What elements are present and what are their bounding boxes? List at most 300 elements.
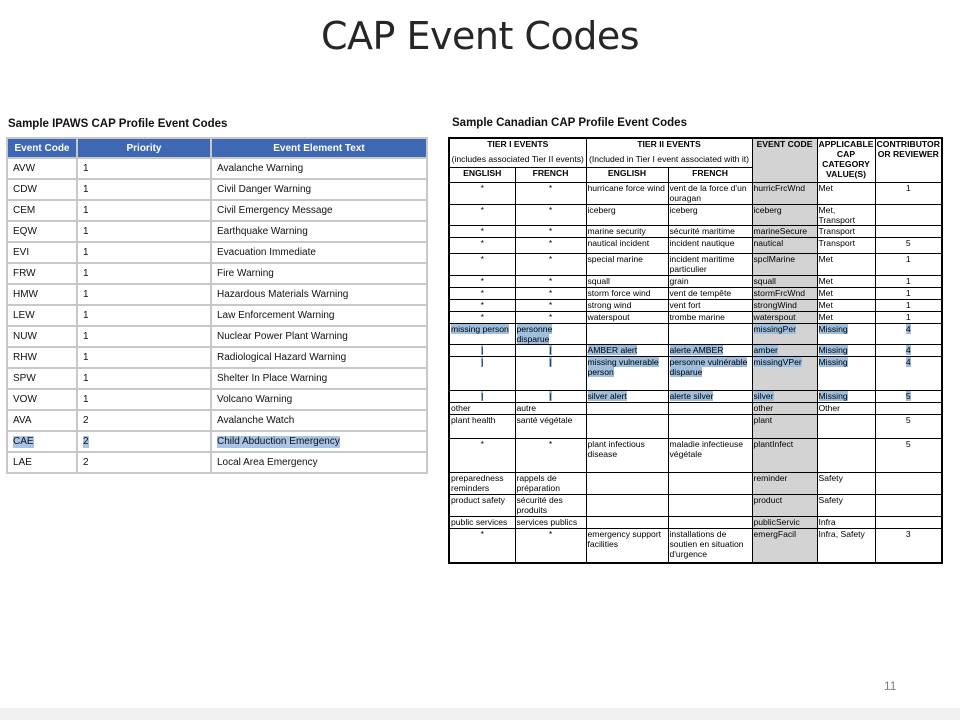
contributor-cell [875, 276, 942, 288]
tier1-french-text: autre [516, 403, 537, 413]
event-code-text: stormFrcWnd [753, 288, 806, 298]
tier2-english-cell [586, 357, 668, 391]
tier2-french-text: vent de la force d'un ouragan [669, 183, 747, 203]
event-code-cell [752, 205, 817, 226]
footer-band [0, 708, 960, 720]
tier1-note: (includes associated Tier II events) [451, 154, 584, 164]
priority-cell [77, 431, 211, 452]
canadian-table-row [449, 205, 942, 226]
event-code-cell [752, 312, 817, 324]
tier1-english-text: * [480, 288, 484, 298]
ipaws-table-row [7, 263, 427, 284]
tier1-french-text: * [548, 276, 553, 286]
tier1-french-cell [515, 312, 586, 324]
event-text-text: Civil Danger Warning [217, 184, 312, 195]
tier2-french-text: installations de soutien en situation d'urgence [669, 529, 744, 559]
event-text-text: Child Abduction Emergency [217, 435, 340, 447]
category-cell [817, 254, 875, 276]
tier2-french-cell [668, 473, 752, 495]
category-cell [817, 415, 875, 439]
tier2-english-text: silver alert [587, 391, 627, 401]
tier1-english-text: * [480, 226, 484, 236]
tier2-french-header: FRENCH [668, 168, 752, 183]
category-text: Met [818, 312, 833, 322]
event-text-text: Volcano Warning [217, 394, 293, 405]
ipaws-heading: Sample IPAWS CAP Profile Event Codes [8, 118, 228, 130]
event-code-text: VOW [13, 394, 37, 405]
event-code-cell [752, 288, 817, 300]
event-code-text: iceberg [753, 205, 782, 215]
contributor-cell [875, 324, 942, 345]
event-code-cell [752, 439, 817, 473]
tier1-english-cell [449, 288, 515, 300]
tier1-french-cell [515, 324, 586, 345]
tier1-french-cell [515, 403, 586, 415]
tier1-french-text: santé végétale [516, 415, 573, 425]
contributor-cell [875, 205, 942, 226]
tier1-english-text: | [481, 357, 484, 367]
tier2-english-cell [586, 300, 668, 312]
category-cell [817, 439, 875, 473]
tier1-french-cell [515, 391, 586, 403]
tier1-french-cell [515, 226, 586, 238]
tier1-english-text: | [481, 391, 484, 401]
tier1-french-cell [515, 415, 586, 439]
contributor-text: 3 [905, 529, 911, 539]
contributor-cell [875, 495, 942, 517]
event-code-text: EVI [13, 247, 30, 258]
category-cell [817, 529, 875, 563]
category-text: Met, Transport [818, 205, 855, 225]
category-text: Met [818, 276, 833, 286]
priority-cell [77, 368, 211, 389]
tier1-french-text: * [548, 183, 553, 193]
tier1-english-cell [449, 357, 515, 391]
column-header-priority: Priority [77, 138, 211, 158]
event-text-text: Avalanche Warning [217, 163, 304, 174]
priority-cell [77, 347, 211, 368]
event-code-text: SPW [13, 373, 36, 384]
tier2-french-text: vent fort [669, 300, 701, 310]
tier1-english-cell [449, 183, 515, 205]
canadian-event-codes-table [448, 137, 943, 564]
event-code-header: EVENT CODE [752, 138, 817, 183]
event-text-text: Law Enforcement Warning [217, 310, 335, 321]
event-code-text: other [753, 403, 774, 413]
contributor-cell [875, 357, 942, 391]
category-text: Missing [818, 357, 848, 367]
tier2-english-cell [586, 415, 668, 439]
tier1-french-text: personne disparue [516, 324, 553, 344]
event-text-text: Hazardous Materials Warning [217, 289, 349, 300]
tier2-french-cell [668, 226, 752, 238]
event-text-cell [211, 452, 427, 473]
category-text: Met [818, 254, 833, 264]
event-code-cell [7, 284, 77, 305]
tier2-french-cell [668, 300, 752, 312]
ipaws-table-row [7, 452, 427, 473]
event-text-cell [211, 242, 427, 263]
tier1-english-text: * [480, 205, 484, 215]
tier1-french-text: sécurité des produits [516, 495, 563, 515]
tier2-french-text: maladie infectieuse végétale [669, 439, 744, 459]
canadian-table-row [449, 312, 942, 324]
event-code-cell [7, 305, 77, 326]
category-text: Missing [818, 345, 848, 355]
event-code-text: silver [753, 391, 774, 401]
priority-text: 1 [83, 184, 89, 195]
tier2-french-cell [668, 276, 752, 288]
event-code-cell [752, 183, 817, 205]
contributor-cell [875, 226, 942, 238]
event-code-cell [752, 517, 817, 529]
tier2-french-text: grain [669, 276, 689, 286]
tier1-english-text: * [480, 238, 484, 248]
tier1-french-cell [515, 238, 586, 254]
event-text-cell [211, 221, 427, 242]
category-text: Other [818, 403, 840, 413]
event-code-text: NUW [13, 331, 37, 342]
category-cell [817, 495, 875, 517]
canadian-table-row [449, 529, 942, 563]
tier2-french-cell [668, 254, 752, 276]
tier2-french-text: incident maritime particulier [669, 254, 735, 274]
tier1-english-text: * [480, 439, 484, 449]
contributor-cell [875, 345, 942, 357]
tier1-english-text: * [480, 276, 484, 286]
priority-cell [77, 179, 211, 200]
contributor-cell [875, 300, 942, 312]
tier1-english-text: plant health [451, 415, 496, 425]
event-code-text: FRW [13, 268, 36, 279]
tier1-french-cell [515, 288, 586, 300]
tier1-french-cell [515, 517, 586, 529]
tier2-english-text: plant infectious disease [587, 439, 645, 459]
tier1-french-cell [515, 345, 586, 357]
tier1-english-cell [449, 226, 515, 238]
contributor-text: 4 [905, 324, 911, 334]
tier2-french-text: personne vulnérable disparue [669, 357, 748, 377]
tier2-french-text: alerte AMBER [669, 345, 724, 355]
category-cell [817, 312, 875, 324]
tier2-french-cell [668, 205, 752, 226]
category-cell [817, 517, 875, 529]
event-text-cell [211, 368, 427, 389]
priority-text: 1 [83, 268, 89, 279]
tier2-french-cell [668, 183, 752, 205]
tier2-english-text: waterspout [587, 312, 630, 322]
tier1-french-text: * [548, 300, 553, 310]
priority-cell [77, 284, 211, 305]
tier2-english-cell [586, 324, 668, 345]
priority-text: 1 [83, 394, 89, 405]
tier2-english-cell [586, 288, 668, 300]
event-text-cell [211, 158, 427, 179]
tier2-english-text: strong wind [587, 300, 632, 310]
tier1-title: TIER I EVENTS [487, 139, 549, 149]
category-text: Met [818, 300, 833, 310]
tier1-french-cell [515, 300, 586, 312]
column-header-event-element-text: Event Element Text [211, 138, 427, 158]
canadian-table-row [449, 517, 942, 529]
tier1-french-cell [515, 183, 586, 205]
event-text-cell [211, 410, 427, 431]
tier2-french-cell [668, 415, 752, 439]
category-text: Missing [818, 324, 848, 334]
event-code-text: CAE [13, 435, 34, 447]
tier1-french-text: * [548, 312, 553, 322]
priority-cell [77, 326, 211, 347]
contributor-text: 1 [905, 300, 911, 310]
contributor-cell [875, 517, 942, 529]
priority-cell [77, 305, 211, 326]
tier2-english-cell [586, 254, 668, 276]
tier1-english-text: * [480, 300, 484, 310]
contributor-cell [875, 238, 942, 254]
tier1-english-cell [449, 403, 515, 415]
event-code-cell [752, 276, 817, 288]
tier2-french-cell [668, 238, 752, 254]
canadian-table-row [449, 324, 942, 345]
priority-cell [77, 263, 211, 284]
event-code-text: amber [753, 345, 778, 355]
priority-cell [77, 242, 211, 263]
tier1-english-text: * [480, 312, 484, 322]
tier2-english-cell [586, 495, 668, 517]
tier1-english-cell [449, 415, 515, 439]
event-text-cell [211, 284, 427, 305]
contributor-cell [875, 254, 942, 276]
tier2-english-cell [586, 391, 668, 403]
event-code-cell [752, 324, 817, 345]
category-text: Met [818, 288, 833, 298]
tier1-english-text: product safety [451, 495, 505, 505]
event-text-cell [211, 200, 427, 221]
tier1-english-cell [449, 324, 515, 345]
tier1-french-text: rappels de préparation [516, 473, 560, 493]
tier1-english-cell [449, 205, 515, 226]
column-header-event-code: Event Code [7, 138, 77, 158]
tier2-note: (Included in Tier I event associated with it) [588, 154, 750, 164]
tier1-french-text: | [549, 345, 552, 355]
tier1-english-cell [449, 238, 515, 254]
tier1-french-cell [515, 205, 586, 226]
category-cell [817, 226, 875, 238]
priority-text: 2 [83, 435, 89, 447]
ipaws-table-row [7, 410, 427, 431]
category-text: Infra, Safety [818, 529, 865, 539]
event-text-text: Radiological Hazard Warning [217, 352, 347, 363]
tier1-english-cell [449, 276, 515, 288]
ipaws-table-row [7, 158, 427, 179]
tier2-english-text: special marine [587, 254, 643, 264]
ipaws-table-row [7, 431, 427, 452]
event-code-text: LAE [13, 457, 32, 468]
tier1-english-cell [449, 439, 515, 473]
tier1-english-cell [449, 495, 515, 517]
tier1-french-cell [515, 439, 586, 473]
event-code-cell [752, 300, 817, 312]
ipaws-table-row [7, 347, 427, 368]
event-code-cell [7, 179, 77, 200]
tier1-french-cell [515, 473, 586, 495]
event-text-cell [211, 263, 427, 284]
tier2-english-cell [586, 226, 668, 238]
tier1-english-cell [449, 517, 515, 529]
event-code-text: emergFacil [753, 529, 797, 539]
contributor-cell [875, 288, 942, 300]
tier2-english-text: marine security [587, 226, 646, 236]
priority-cell [77, 410, 211, 431]
tier1-french-text: * [548, 439, 553, 449]
tier2-french-cell [668, 312, 752, 324]
event-code-cell [7, 263, 77, 284]
category-text: Transport [818, 238, 855, 248]
tier2-french-cell [668, 529, 752, 563]
category-cell [817, 183, 875, 205]
tier2-french-text: vent de tempête [669, 288, 732, 298]
ipaws-table-row [7, 305, 427, 326]
tier2-french-cell [668, 324, 752, 345]
tier2-french-cell [668, 403, 752, 415]
ipaws-table-row [7, 179, 427, 200]
ipaws-table-row [7, 242, 427, 263]
tier1-english-text: | [481, 345, 484, 355]
event-code-cell [752, 495, 817, 517]
event-code-text: plantInfect [753, 439, 794, 449]
event-code-cell [752, 391, 817, 403]
category-text: Transport [818, 226, 855, 236]
event-text-cell [211, 347, 427, 368]
tier2-english-cell [586, 312, 668, 324]
event-text-text: Local Area Emergency [217, 457, 318, 468]
tier1-french-header: FRENCH [515, 168, 586, 183]
tier2-english-cell [586, 238, 668, 254]
tier1-french-text: | [549, 391, 552, 401]
event-code-cell [7, 452, 77, 473]
tier2-french-cell [668, 357, 752, 391]
tier2-french-cell [668, 345, 752, 357]
canadian-table-row [449, 403, 942, 415]
tier2-english-text: storm force wind [587, 288, 651, 298]
priority-text: 1 [83, 331, 89, 342]
tier1-english-cell [449, 254, 515, 276]
category-text: Infra [818, 517, 836, 527]
contributor-cell [875, 529, 942, 563]
canadian-table-row [449, 276, 942, 288]
tier2-english-text: missing vulnerable person [587, 357, 659, 377]
tier2-french-text: iceberg [669, 205, 698, 215]
priority-text: 1 [83, 310, 89, 321]
tier1-french-text: | [549, 357, 552, 367]
canadian-header-row-1 [449, 138, 942, 168]
tier1-french-text: * [548, 529, 553, 539]
category-text: Safety [818, 495, 843, 505]
event-text-cell [211, 305, 427, 326]
category-text: Missing [818, 391, 848, 401]
tier1-french-cell [515, 495, 586, 517]
tier2-french-cell [668, 495, 752, 517]
contributor-cell [875, 183, 942, 205]
priority-text: 1 [83, 352, 89, 363]
priority-text: 1 [83, 373, 89, 384]
event-code-text: spclMarine [753, 254, 796, 264]
tier2-french-cell [668, 288, 752, 300]
event-code-cell [7, 242, 77, 263]
category-cell [817, 357, 875, 391]
tier2-french-text: trombe marine [669, 312, 725, 322]
tier2-english-cell [586, 473, 668, 495]
event-code-cell [7, 347, 77, 368]
category-cell [817, 345, 875, 357]
event-code-cell [752, 345, 817, 357]
canadian-table-row [449, 288, 942, 300]
event-text-text: Avalanche Watch [217, 415, 295, 426]
canadian-table-row [449, 391, 942, 403]
tier2-english-text: AMBER alert [587, 345, 638, 355]
event-code-cell [7, 431, 77, 452]
event-code-cell [752, 415, 817, 439]
tier2-english-text: hurricane force wind [587, 183, 665, 193]
contributor-text: 1 [905, 183, 911, 193]
event-text-text: Evacuation Immediate [217, 247, 316, 258]
canadian-table-row [449, 300, 942, 312]
event-code-text: EQW [13, 226, 37, 237]
event-text-text: Nuclear Power Plant Warning [217, 331, 348, 342]
category-cell [817, 288, 875, 300]
event-code-text: waterspout [753, 312, 796, 322]
priority-text: 1 [83, 205, 89, 216]
canadian-table-row [449, 345, 942, 357]
canadian-table-row [449, 254, 942, 276]
priority-text: 2 [83, 415, 89, 426]
event-text-cell [211, 179, 427, 200]
tier2-english-cell [586, 183, 668, 205]
contributor-cell [875, 439, 942, 473]
tier2-english-cell [586, 529, 668, 563]
canadian-table-row [449, 473, 942, 495]
page-number: 11 [884, 679, 897, 693]
tier1-english-text: * [480, 183, 484, 193]
ipaws-table-row [7, 200, 427, 221]
contributor-text: 1 [905, 312, 911, 322]
event-code-cell [752, 529, 817, 563]
tier1-english-cell [449, 312, 515, 324]
tier1-english-text: public services [451, 517, 508, 527]
canadian-heading: Sample Canadian CAP Profile Event Codes [452, 117, 687, 129]
tier2-french-cell [668, 517, 752, 529]
tier2-english-text: nautical incident [587, 238, 650, 248]
tier1-french-text: services publics [516, 517, 578, 527]
ipaws-table-row [7, 284, 427, 305]
ipaws-event-codes-table [6, 137, 428, 474]
priority-text: 1 [83, 247, 89, 258]
tier2-english-text: emergency support facilities [587, 529, 662, 549]
category-cell [817, 238, 875, 254]
tier1-english-text: * [480, 254, 484, 264]
event-code-cell [752, 254, 817, 276]
tier2-french-text: alerte silver [669, 391, 714, 401]
contributor-cell [875, 415, 942, 439]
contributor-text: 1 [905, 288, 911, 298]
tier1-english-text: other [451, 403, 471, 413]
tier2-french-text: incident nautique [669, 238, 735, 248]
event-text-cell [211, 326, 427, 347]
event-code-text: publicServic [753, 517, 800, 527]
category-text: Met [818, 183, 833, 193]
ipaws-header-row [7, 138, 427, 158]
tier1-english-cell [449, 345, 515, 357]
